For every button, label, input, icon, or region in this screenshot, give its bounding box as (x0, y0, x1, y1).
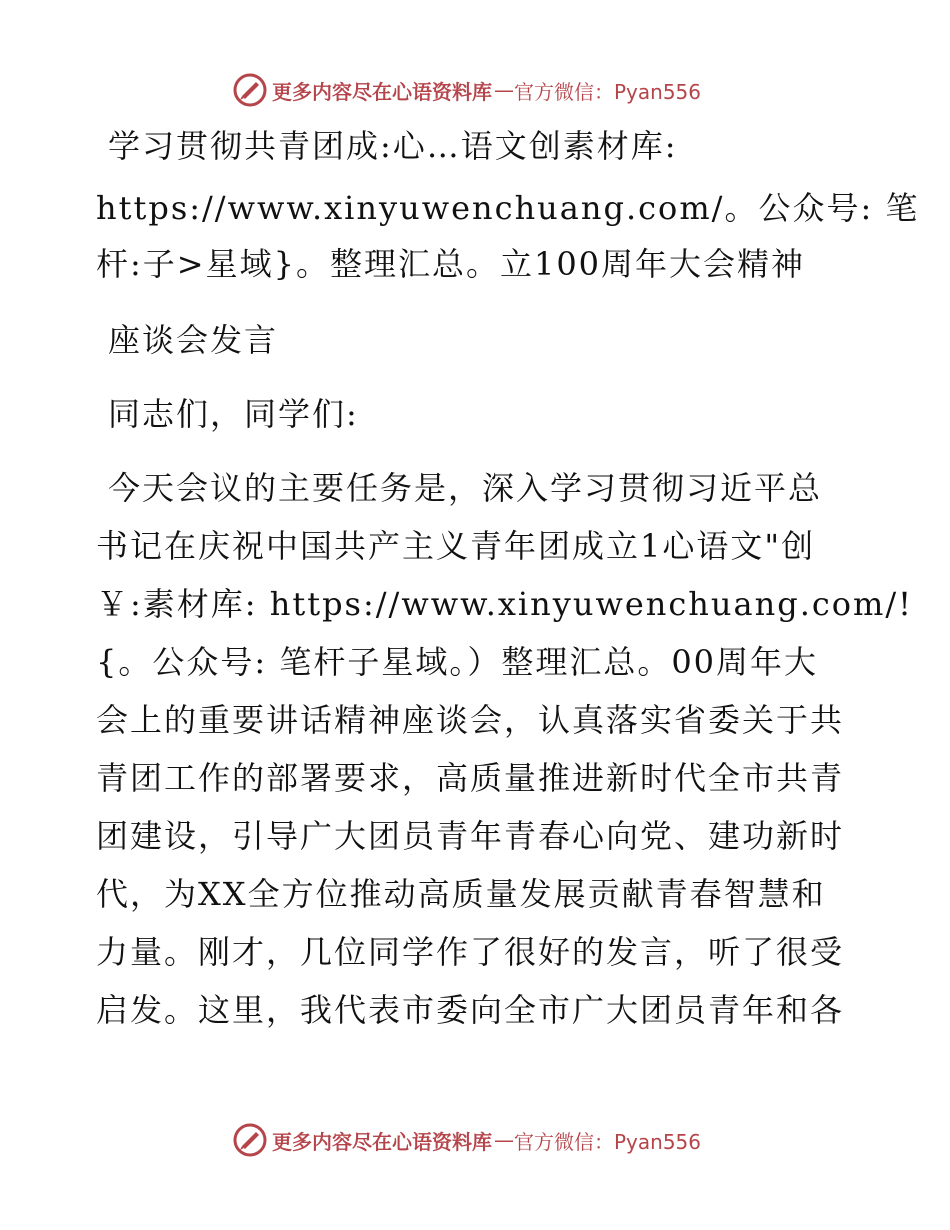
text-line: 团建设，引导广大团员青年青春心向党、建功新时 (96, 817, 845, 855)
header-banner-separator: — (494, 78, 514, 102)
text-line: 力量。刚才，几位同学作了很好的发言，听了很受 (96, 933, 845, 971)
header-banner-text: 更多内容尽在心语资料库 (272, 79, 492, 104)
footer-watermark-banner (232, 1120, 732, 1160)
text-line: 代，为XX全方位推动高质量发展贡献青春智慧和 (96, 875, 826, 913)
text-line: 启发。这里，我代表市委向全市广大团员青年和各 (96, 991, 845, 1029)
text-line: 青团工作的部署要求，高质量推进新时代全市共青 (96, 759, 845, 797)
text-line: 座谈会发言 (108, 321, 279, 359)
text-line: {。公众号: 笔杆子星域。）整理汇总。00周年大 (96, 643, 819, 681)
footer-banner-separator: — (494, 1128, 514, 1152)
text-line: https://www.xinyuwenchuang.com/。公众号: 笔 (96, 189, 920, 227)
red-seal-logo-icon (232, 1122, 268, 1158)
header-watermark-banner (232, 70, 732, 110)
header-banner-wechat: 官方微信：Pyan556 (514, 79, 702, 104)
footer-banner-wechat: 官方微信：Pyan556 (514, 1129, 702, 1154)
text-line: 会上的重要讲话精神座谈会，认真落实省委关于共 (96, 701, 845, 739)
text-line: 学习贯彻共青团成:心…语文创素材库: (108, 127, 678, 165)
text-line: 书记在庆祝中国共产主义青年团成立1心语文"创 (96, 527, 816, 565)
text-line: ￥:素材库: https://www.xinyuwenchuang.com/! (96, 585, 914, 623)
text-line: 今天会议的主要任务是，深入学习贯彻习近平总 (108, 469, 823, 507)
footer-banner-text: 更多内容尽在心语资料库 (272, 1129, 492, 1154)
text-line: 杆:子>星域}。整理汇总。立100周年大会精神 (96, 245, 806, 283)
red-seal-logo-icon (232, 72, 268, 108)
text-line: 同志们，同学们: (108, 395, 359, 433)
